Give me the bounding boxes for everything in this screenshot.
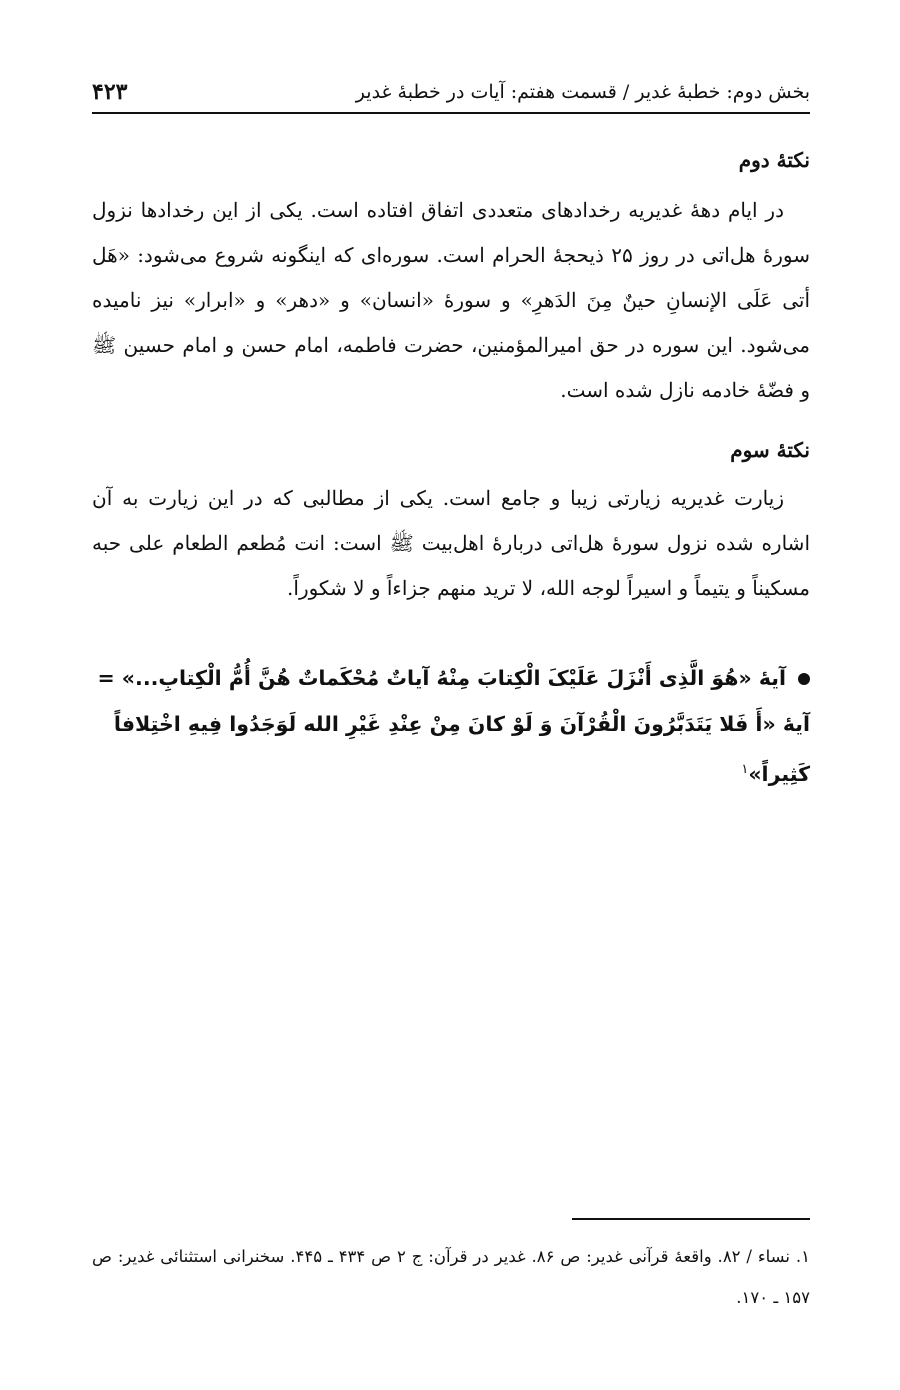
paragraph-third-point [92,476,810,611]
paragraph-second-point [92,188,810,413]
book-page [92,0,810,1390]
footnote-reference: ۱ [741,762,749,777]
paragraph-text: در ایام دههٔ غدیریه رخدادهای متعددی اتفاق افتاده است. یکی از این رخدادها نزول سورهٔ هل‌اتی در روز ۲۵ ذیحجهٔ الحرام است. سوره‌ای که اینگونه شروع می‌شود: «هَل أتی عَلَی الإنسانِ حینٌ مِنَ الدَهرِ» و سورهٔ «انسان» و «دهر» و «ابرار» نیز نامیده می‌شود. این سوره در حق امیرالمؤمنین، حضرت فاطمه، امام حسن و امام حسین ﷺ و فضّهٔ خادمه نازل شده است. [92,198,811,402]
page-number: ۴۲۳ [92,79,128,105]
section-title-third-point: نکتهٔ سوم [730,438,810,462]
footnote-text: ۱. نساء / ۸۲. واقعهٔ قرآنی غدیر: ص ۸۶. غدیر در قرآن: ج ۲ ص ۴۳۴ ـ ۴۴۵. سخنرانی استثنائی غدیر: ص ۱۵۷ ـ ۱۷۰. [92,1247,810,1307]
footnote [92,1236,810,1318]
section-title-second-point: نکتهٔ دوم [738,148,810,172]
footnote-divider [572,1218,810,1220]
header-title: بخش دوم: خطبهٔ غدیر / قسمت هفتم: آیات در خطبهٔ غدیر [355,81,810,103]
bullet-icon [798,673,810,685]
verse-text: آیهٔ «هُوَ الَّذِی أَنْزَلَ عَلَیْکَ الْکِتابَ مِنْهُ آیاتٌ مُحْکَماتٌ هُنَّ أُمُّ الْکِتابِ...» = آیهٔ «أَ فَلا یَتَدَبَّرُونَ الْقُرْآنَ وَ لَوْ کانَ مِنْ عِنْدِ غَیْرِ الله لَوَجَدُوا فِیهِ اخْتِلافاً کَثِیراً» [97,666,810,786]
paragraph-text: زیارت غدیریه زیارتی زیبا و جامع است. یکی از مطالبی که در این زیارت به آن اشاره شده نزول سورهٔ هل‌اتی دربارهٔ اهل‌بیت ﷺ است: انت مُطعم الطعام علی حبه مسکیناً و یتیماً و اسیراً لوجه الله، لا ترید منهم جزاءاً و لا شکوراً. [92,486,810,600]
verse-equivalence [92,655,810,797]
running-header [92,72,810,114]
